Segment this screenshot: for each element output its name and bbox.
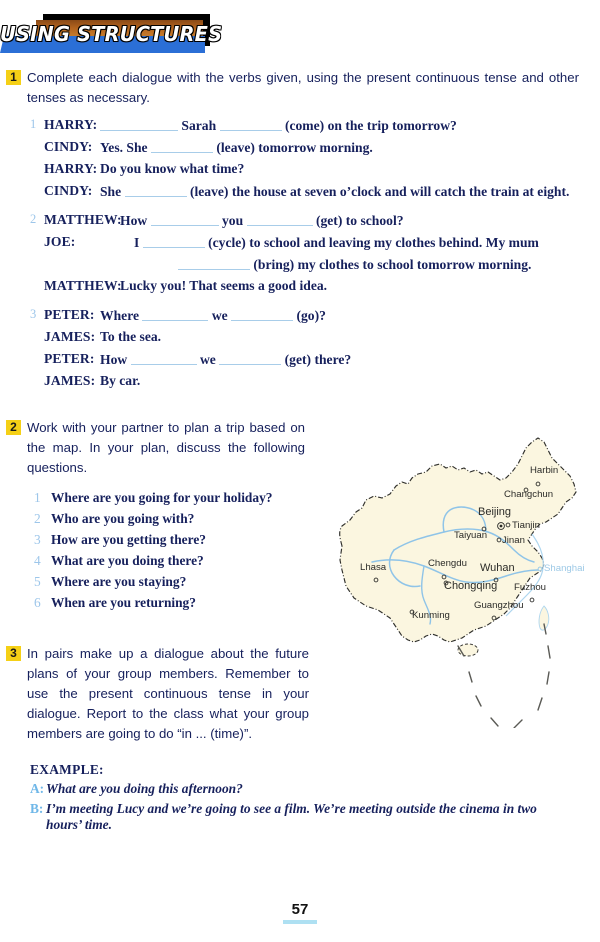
dialogue-group <box>30 307 590 395</box>
question-number: 1 <box>34 490 41 505</box>
question-number: 2 <box>34 511 41 526</box>
dialogue-text: By car. <box>100 373 141 388</box>
dialogue-line <box>30 373 590 395</box>
dialogue-text: Sarah (come) on the trip tomorrow? <box>100 117 457 134</box>
dialogue-speaker: JOE: <box>44 234 76 249</box>
example-text-continued: hours’ time. <box>46 817 112 832</box>
page-number: 57 <box>283 901 318 924</box>
question-text: How are you getting there? <box>51 532 206 547</box>
city-label: Chongqing <box>444 580 498 592</box>
dialogue-index: 1 <box>30 117 37 131</box>
question-text: When are you returning? <box>51 595 196 610</box>
trip-question-list <box>34 490 334 616</box>
question-text: Where are you going for your holiday? <box>51 490 273 505</box>
dialogue-group <box>30 212 590 300</box>
dialogue-text: Lucky you! That seems a good idea. <box>120 278 328 293</box>
trip-question-item <box>34 511 334 532</box>
fill-in-blank[interactable] <box>178 256 250 270</box>
dialogue-speaker: PETER: <box>44 351 95 366</box>
trip-question-item <box>34 574 334 595</box>
map-city-fuzhou <box>514 582 546 602</box>
south-china-sea-boundary <box>458 624 550 728</box>
capital-marker-dot <box>500 525 503 528</box>
example-lines <box>30 781 585 833</box>
page-title: USING STRUCTURES <box>0 22 223 46</box>
exercise-instruction-3: In pairs make up a dialogue about the future plans of your group members. Remember to use the present continuous tense in your dialogue. Report to the class what your group members are going to do “in ... (time)”. <box>27 646 309 741</box>
dialogue-speaker: MATTHEW: <box>44 278 122 293</box>
city-marker-dot <box>530 598 534 602</box>
dialogue-line <box>30 183 590 205</box>
city-label: Fuzhou <box>514 582 546 593</box>
dialogue-text: To the sea. <box>100 329 162 344</box>
dialogue-speaker: PETER: <box>44 307 95 322</box>
dialogue-text: I (cycle) to school and leaving my clothes behind. My mum <box>134 235 539 250</box>
example-line <box>30 781 585 801</box>
dialogue-speaker: JAMES: <box>44 329 96 344</box>
dialogue-text: Where we (go)? <box>100 308 326 323</box>
fill-in-blank[interactable] <box>151 139 213 153</box>
dialogue-speaker: CINDY: <box>44 183 93 198</box>
trip-question-item <box>34 532 334 553</box>
dialogue-group <box>30 117 590 205</box>
dialogue-line <box>30 351 590 373</box>
example-label: EXAMPLE: <box>30 762 104 777</box>
dialogue-speaker: HARRY: <box>44 161 98 176</box>
exercise-number-2: 2 <box>6 420 21 435</box>
question-number: 6 <box>34 595 41 610</box>
map-city-kunming <box>410 610 450 621</box>
trip-question-item <box>34 595 334 616</box>
city-label: Tianjin <box>512 520 540 531</box>
map-city-shanghai <box>538 563 584 574</box>
city-label: Guangzhou <box>474 600 524 611</box>
map-city-jinan <box>497 535 525 546</box>
fill-in-blank[interactable] <box>100 117 178 131</box>
question-number: 3 <box>34 532 41 547</box>
example-speaker: A: <box>30 781 45 796</box>
fill-in-blank[interactable] <box>151 212 219 226</box>
fill-in-blank[interactable] <box>142 307 208 321</box>
dialogue-text: Do you know what time? <box>100 161 245 176</box>
exercise-number-1: 1 <box>6 70 21 85</box>
dialogue-text: (bring) my clothes to school tomorrow morning. <box>120 256 531 273</box>
trip-question-item <box>34 490 334 511</box>
fill-in-blank[interactable] <box>219 351 281 365</box>
map-city-changchun <box>504 488 553 500</box>
city-label: Lhasa <box>360 562 387 573</box>
map-of-china <box>336 428 600 728</box>
example-line <box>30 801 585 833</box>
city-label: Chengdu <box>428 558 467 569</box>
fill-in-blank[interactable] <box>231 307 293 321</box>
map-city-tianjin <box>506 520 540 531</box>
question-text: Who are you going with? <box>51 511 195 526</box>
dialogue-speaker: MATTHEW: <box>44 212 122 227</box>
map-city-chongqing <box>444 580 497 592</box>
dialogue-line <box>30 212 590 234</box>
example-speaker: B: <box>30 801 44 816</box>
example-text: I’m meeting Lucy and we’re going to see a film. We’re meeting outside the cinema in two <box>46 801 537 816</box>
city-label: Shanghai <box>544 563 585 574</box>
city-label: Wuhan <box>480 562 515 574</box>
dialogue-line <box>30 117 590 139</box>
dialogue-line <box>30 139 590 161</box>
city-label: Harbin <box>530 465 559 476</box>
dialogue-speaker: HARRY: <box>44 117 98 132</box>
dialogue-speaker: JAMES: <box>44 373 96 388</box>
dialogue-speaker: CINDY: <box>44 139 93 154</box>
question-text: Where are you staying? <box>51 574 187 589</box>
dialogue-text: How you (get) to school? <box>120 213 404 228</box>
example-block <box>30 762 585 833</box>
fill-in-blank[interactable] <box>247 212 313 226</box>
city-label: Beijing <box>478 506 512 518</box>
trip-question-item <box>34 553 334 574</box>
section-banner <box>0 14 230 56</box>
city-label: Changchun <box>504 489 554 500</box>
fill-in-blank[interactable] <box>143 234 205 248</box>
dialogue-list <box>30 117 590 402</box>
question-text: What are you doing there? <box>51 553 204 568</box>
question-number: 4 <box>34 553 41 568</box>
dialogue-line <box>30 234 590 256</box>
dialogue-line <box>30 278 590 300</box>
fill-in-blank[interactable] <box>125 183 187 197</box>
exercise-instruction-2: Work with your partner to plan a trip based on the map. In your plan, discuss the following questions. <box>27 420 305 475</box>
dialogue-index: 2 <box>30 212 37 226</box>
question-number: 5 <box>34 574 41 589</box>
dialogue-text: She (leave) the house at seven o’clock and will catch the train at eight. <box>100 184 570 199</box>
city-label: Taiyuan <box>454 530 488 541</box>
city-label: Kunming <box>412 610 450 621</box>
map-city-taiyuan <box>454 527 487 541</box>
exercise-instruction-1: Complete each dialogue with the verbs given, using the present continuous tense and other tenses as necessary. <box>27 70 579 105</box>
exercise-number-3: 3 <box>6 646 21 661</box>
example-text: What are you doing this afternoon? <box>46 781 243 796</box>
dialogue-text: Yes. She (leave) tomorrow morning. <box>100 140 373 155</box>
dialogue-text: How we (get) there? <box>100 352 352 367</box>
city-label: Jinan <box>502 535 525 546</box>
dialogue-line <box>30 161 590 183</box>
dialogue-index: 3 <box>30 307 37 321</box>
dialogue-line <box>30 307 590 329</box>
dialogue-line <box>30 329 590 351</box>
fill-in-blank[interactable] <box>131 351 197 365</box>
fill-in-blank[interactable] <box>220 117 282 131</box>
page-footer <box>0 901 600 924</box>
dialogue-line <box>30 256 590 278</box>
